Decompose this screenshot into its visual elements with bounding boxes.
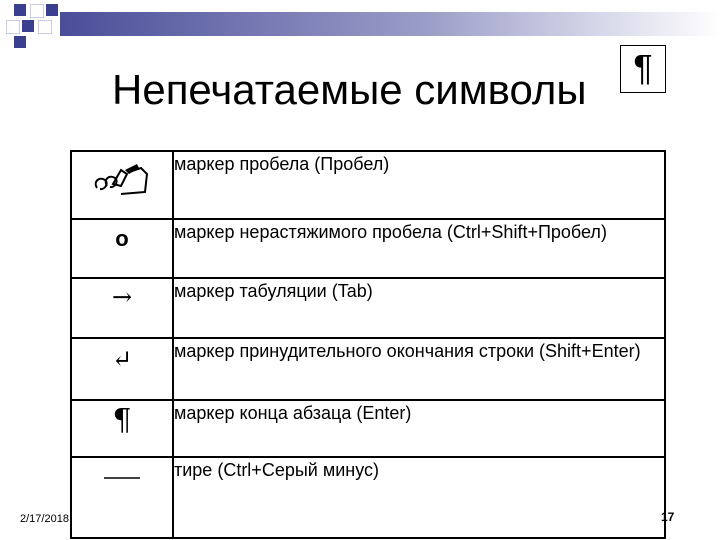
symbol-description: маркер табуляции (Tab) — [173, 278, 665, 338]
table-row — [71, 151, 665, 219]
symbol-description: маркер нерастяжимого пробела (Ctrl+Shift+Пробел) — [173, 219, 665, 278]
pilcrow-icon: ¶ — [112, 403, 132, 438]
page-number: 17 — [661, 510, 675, 524]
slide-title: Непечатаемые символы — [112, 66, 587, 113]
line-break-arrow-icon: ↵ — [111, 345, 133, 373]
table-row — [71, 278, 665, 338]
symbol-description: маркер конца абзаца (Enter) — [173, 400, 665, 457]
small-circle-icon: o — [115, 226, 129, 251]
decor-square — [38, 20, 52, 34]
symbol-cell — [71, 338, 173, 400]
table-row — [71, 219, 665, 278]
table-row — [71, 338, 665, 400]
decor-square — [6, 20, 20, 34]
symbol-description: маркер пробела (Пробел) — [173, 151, 665, 219]
symbol-description: маркер принудительного окончания строки (Shift+Enter) — [173, 338, 665, 400]
symbol-cell — [71, 219, 173, 278]
decor-square — [30, 4, 44, 18]
header-gradient-bar — [60, 12, 720, 36]
symbol-cell — [71, 457, 173, 538]
decor-square — [46, 4, 58, 16]
decor-square — [22, 20, 34, 32]
decor-square — [14, 4, 26, 16]
table-row — [71, 400, 665, 457]
symbol-cell — [71, 278, 173, 338]
decor-square — [14, 36, 26, 48]
symbol-description: тире (Ctrl+Серый минус) — [173, 457, 665, 538]
pilcrow-icon: ¶ — [620, 45, 666, 93]
symbols-table — [70, 150, 666, 539]
symbol-cell — [71, 400, 173, 457]
symbol-cell — [71, 151, 173, 219]
table-row — [71, 457, 665, 538]
right-arrow-icon: → — [111, 283, 133, 311]
slide-date: 2/17/2018 — [20, 513, 69, 525]
dash-line-icon — [102, 464, 142, 484]
hand-drawn-space-marker-icon — [91, 160, 153, 200]
